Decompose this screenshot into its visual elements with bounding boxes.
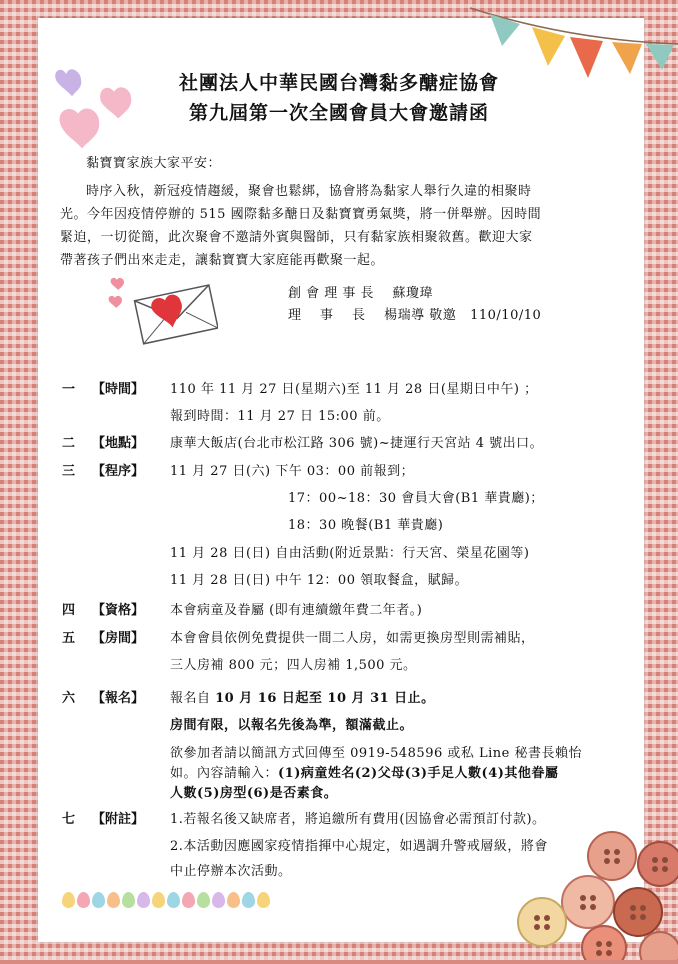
buttons-cluster — [500, 830, 678, 960]
title-line-1: 社團法人中華民國台灣黏多醣症協會 — [178, 72, 499, 94]
intro-line-1: 時序入秋，新冠疫情趨緩，聚會也鬆綁，協會將為黏家人舉行久違的相聚時 — [86, 184, 532, 199]
section-4-label: 【資格】 — [92, 603, 145, 618]
section-3-line-1: 11 月 27 日(六) 下午 03：00 前報到； — [170, 464, 415, 479]
intro-line-3: 緊迫，一切從簡，此次聚會不邀請外賓與醫師，只有黏家族相聚敘舊。歡迎大家 — [60, 230, 533, 245]
egg-icon — [137, 892, 150, 908]
egg-icon — [92, 892, 105, 908]
content-prefix: 如。內容請輸入： — [170, 766, 279, 781]
egg-icon — [167, 892, 180, 908]
greeting: 黏寶寶家族大家平安： — [86, 156, 222, 171]
section-3-number: 三 — [62, 464, 76, 479]
section-7-line-1: 1.若報名後又缺席者，將追繳所有費用(因協會必需預訂付款)。 — [170, 812, 546, 827]
section-6-line-5: 人數(5)房型(6)是否素食。 — [170, 786, 338, 801]
signature-founder: 創 會 理 事 長 蘇瓊瑋 — [288, 286, 434, 301]
section-6-line-4 — [170, 762, 558, 781]
section-6-line-3: 欲參加者請以簡訊方式回傳至 0919-548596 或私 Line 秘書長賴怡 — [170, 746, 582, 761]
section-7-label: 【附註】 — [92, 812, 145, 827]
egg-icon — [257, 892, 270, 908]
egg-icon — [197, 892, 210, 908]
section-4-line-1: 本會病童及眷屬 (即有連續繳年費二年者。) — [170, 603, 423, 618]
section-5-line-2: 三人房補 800 元；四人房補 1,500 元。 — [170, 658, 417, 673]
section-6-label: 【報名】 — [92, 691, 145, 706]
section-1-label: 【時間】 — [92, 382, 145, 397]
section-3-line-2: 17：00~18：30 會員大會(B1 華貴廳)； — [288, 491, 544, 506]
section-5-number: 五 — [62, 631, 76, 646]
egg-icon — [227, 892, 240, 908]
section-5-line-1: 本會會員依例免費提供一間二人房，如需更換房型則需補貼， — [170, 631, 535, 646]
registration-prefix: 報名自 — [170, 691, 216, 706]
egg-icon — [77, 892, 90, 908]
section-4-number: 四 — [62, 603, 76, 618]
section-6-line-1 — [170, 687, 435, 706]
section-3-label: 【程序】 — [92, 464, 145, 479]
section-5-label: 【房間】 — [92, 631, 145, 646]
section-2-line-1: 康華大飯店(台北市松江路 306 號)~捷運行天宮站 4 號出口。 — [170, 436, 544, 451]
egg-icon — [122, 892, 135, 908]
egg-icon — [107, 892, 120, 908]
section-1-line-2: 報到時間：11 月 27 日 15:00 前。 — [170, 409, 390, 424]
intro-line-2: 光。今年因疫情停辦的 515 國際黏多醣日及黏寶寶勇氣獎，將一併舉辦。因時間 — [60, 207, 542, 222]
egg-icon — [152, 892, 165, 908]
section-2-number: 二 — [62, 436, 76, 451]
section-1-line-1: 110 年 11 月 27 日(星期六)至 11 月 28 日(星期日中午) ； — [170, 382, 538, 397]
content-items: (1)病童姓名(2)父母(3)手足人數(4)其他眷屬 — [278, 766, 559, 781]
section-6-number: 六 — [62, 691, 76, 706]
section-2-label: 【地點】 — [92, 436, 145, 451]
button-icon — [500, 830, 678, 960]
egg-row — [62, 892, 282, 912]
egg-icon — [242, 892, 255, 908]
registration-dates: 10 月 16 日起至 10 月 31 日止。 — [215, 691, 435, 706]
title-line-2: 第九屆第一次全國會員大會邀請函 — [188, 102, 489, 124]
section-3-line-3: 18：30 晚餐(B1 華貴廳) — [288, 518, 444, 533]
section-7-number: 七 — [62, 812, 76, 827]
egg-icon — [182, 892, 195, 908]
egg-icon — [62, 892, 75, 908]
signature-chairman: 理 事 長 楊瑞導 敬邀 110/10/10 — [288, 308, 542, 323]
section-7-line-3: 中止停辦本次活動。 — [170, 864, 292, 879]
section-7-line-2: 2.本活動因應國家疫情指揮中心規定，如遇調升警戒層級，將會 — [170, 839, 548, 854]
egg-icon — [212, 892, 225, 908]
section-3-line-4: 11 月 28 日(日) 自由活動(附近景點：行天宮、榮星花園等) — [170, 546, 530, 561]
intro-line-4: 帶著孩子們出來走走，讓黏寶寶大家庭能再歡聚一起。 — [60, 253, 385, 268]
envelope-decoration — [108, 268, 218, 348]
envelope-icon — [108, 268, 218, 348]
section-3-line-5: 11 月 28 日(日) 中午 12：00 領取餐盒，賦歸。 — [170, 573, 469, 588]
section-1-number: 一 — [62, 382, 76, 397]
section-6-line-2: 房間有限，以報名先後為準，額滿截止。 — [170, 718, 414, 733]
